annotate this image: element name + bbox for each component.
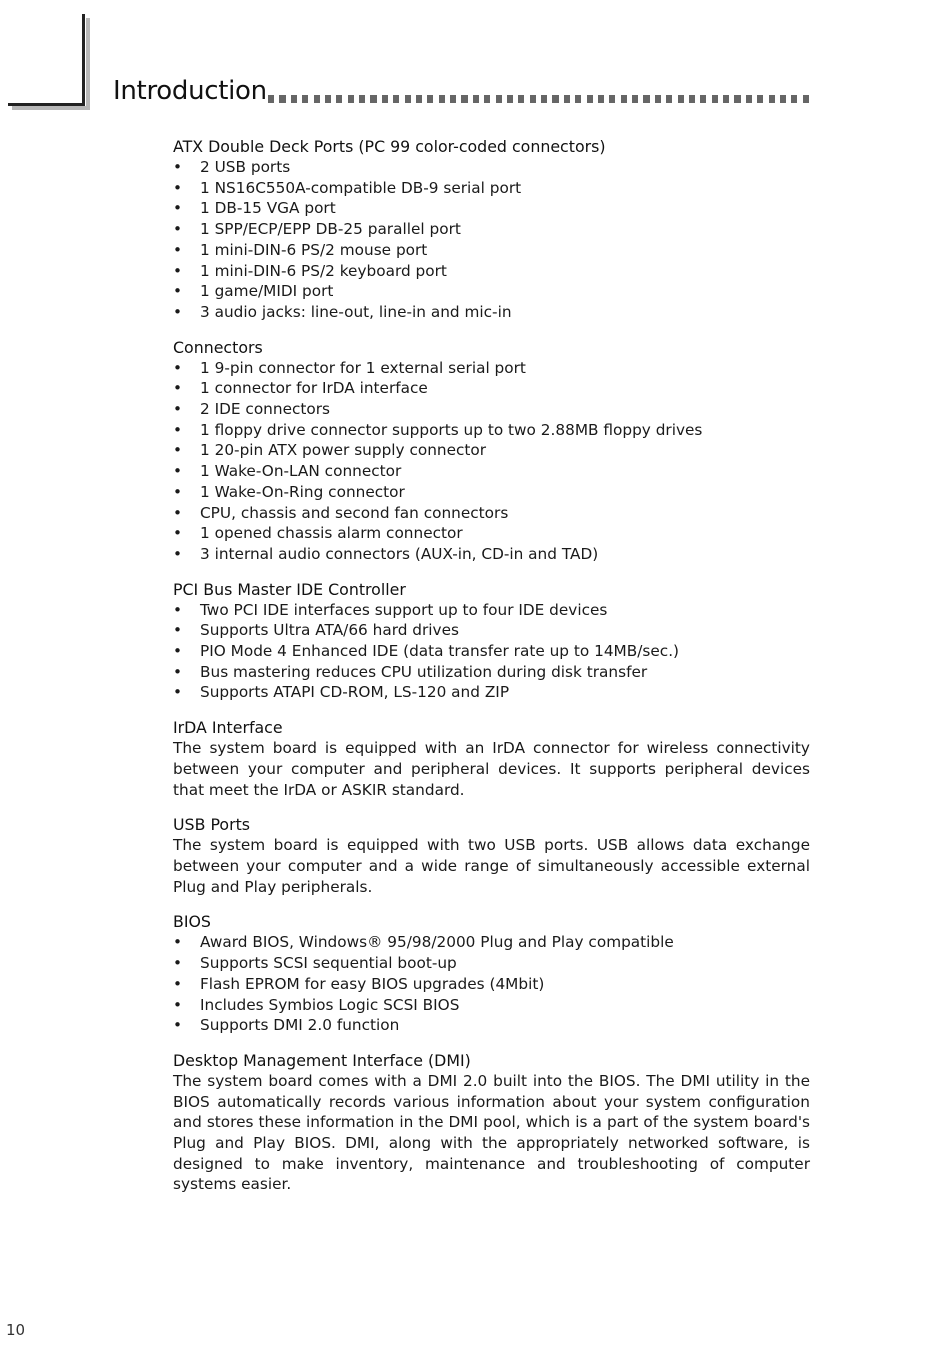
title-dot [325,95,331,103]
list-item: • 1 SPP/ECP/EPP DB-25 parallel port [173,219,810,240]
title-dot [621,95,627,103]
list-item: • Includes Symbios Logic SCSI BIOS [173,995,810,1016]
bullet-list [173,358,810,565]
page-content [173,136,810,1209]
list-item: • CPU, chassis and second fan connectors [173,503,810,524]
title-dot [507,95,513,103]
list-item: • 1 NS16C550A-compatible DB-9 serial port [173,178,810,199]
list-item: • 1 Wake-On-Ring connector [173,482,810,503]
section-pci-ide [173,579,810,704]
list-item: • Flash EPROM for easy BIOS upgrades (4Mbit) [173,974,810,995]
title-dot [393,95,399,103]
list-item: • Supports ATAPI CD-ROM, LS-120 and ZIP [173,682,810,703]
title-dot [552,95,558,103]
list-item: • 1 floppy drive connector supports up to two 2.88MB floppy drives [173,420,810,441]
title-dot [587,95,593,103]
title-dot [632,95,638,103]
title-dot [746,95,752,103]
title-dot [643,95,649,103]
section-title: PCI Bus Master IDE Controller [173,579,406,599]
list-item: • 1 mini-DIN-6 PS/2 mouse port [173,240,810,261]
section-dmi [173,1050,810,1195]
list-item: • 1 Wake-On-LAN connector [173,461,810,482]
corner-mark-vertical [82,14,85,106]
section-atx-ports [173,136,810,323]
list-item: • 1 9-pin connector for 1 external serial port [173,358,810,379]
bullet-list [173,932,810,1036]
title-dot [575,95,581,103]
title-dot [473,95,479,103]
title-dot [712,95,718,103]
title-dot [336,95,342,103]
section-title: BIOS [173,912,211,932]
section-title: Desktop Management Interface (DMI) [173,1050,471,1070]
title-dot [541,95,547,103]
title-dot [416,95,422,103]
list-item: • 3 audio jacks: line-out, line-in and mic-in [173,302,810,323]
section-irda [173,717,810,800]
list-item: • Award BIOS, Windows® 95/98/2000 Plug and Play compatible [173,932,810,953]
title-dot [803,95,809,103]
page-number: 10 [6,1321,26,1339]
title-dot [484,95,490,103]
title-dot [450,95,456,103]
title-dot [689,95,695,103]
section-title: Connectors [173,337,263,357]
list-item: • 3 internal audio connectors (AUX-in, CD-in and TAD) [173,544,810,565]
list-item: • Two PCI IDE interfaces support up to four IDE devices [173,600,810,621]
list-item: • 1 mini-DIN-6 PS/2 keyboard port [173,261,810,282]
title-dot [359,95,365,103]
title-dot [518,95,524,103]
list-item: • Supports DMI 2.0 function [173,1015,810,1036]
title-dot [405,95,411,103]
title-dot [348,95,354,103]
list-item: • 2 IDE connectors [173,399,810,420]
corner-mark-shadow [86,18,90,110]
list-item: • Supports SCSI sequential boot-up [173,953,810,974]
page-title: Introduction [113,76,267,106]
bullet-list [173,157,810,323]
title-dot [723,95,729,103]
title-dot [439,95,445,103]
title-dot [302,95,308,103]
title-dot [780,95,786,103]
title-dot [370,95,376,103]
title-dot [461,95,467,103]
title-dot [609,95,615,103]
corner-mark-horizontal [8,103,85,106]
title-dotted-rule [268,95,813,104]
section-title: ATX Double Deck Ports (PC 99 color-coded connectors) [173,137,606,156]
title-dot [530,95,536,103]
list-item: • 1 game/MIDI port [173,281,810,302]
list-item: • 1 20-pin ATX power supply connector [173,440,810,461]
list-item: • Bus mastering reduces CPU utilization during disk transfer [173,662,810,683]
title-dot [769,95,775,103]
title-dot [496,95,502,103]
title-dot [757,95,763,103]
list-item: • 2 USB ports [173,157,810,178]
section-connectors [173,337,810,565]
title-dot [700,95,706,103]
title-dot [291,95,297,103]
section-bios [173,911,810,1036]
list-item: • 1 connector for IrDA interface [173,378,810,399]
title-dot [734,95,740,103]
title-dot [427,95,433,103]
title-dot [655,95,661,103]
title-dot [314,95,320,103]
list-item: • PIO Mode 4 Enhanced IDE (data transfer rate up to 14MB/sec.) [173,641,810,662]
section-usb [173,814,810,897]
title-dot [268,95,274,103]
section-title: IrDA Interface [173,718,283,738]
section-title: USB Ports [173,815,250,835]
list-item: • Supports Ultra ATA/66 hard drives [173,620,810,641]
title-dot [564,95,570,103]
title-dot [666,95,672,103]
title-dot [598,95,604,103]
corner-mark-shadow [12,106,90,110]
title-dot [382,95,388,103]
section-paragraph: The system board is equipped with two USB ports. USB allows data exchange between your computer and a wide range of simultaneously accessible external Plug and Play peripherals. [173,836,810,896]
title-dot [678,95,684,103]
title-dot [791,95,797,103]
bullet-list [173,600,810,704]
section-paragraph: The system board comes with a DMI 2.0 built into the BIOS. The DMI utility in the BIOS automatically records various information about your system configuration and stores these information in the DMI pool, which is a part of the system board's Plug and Play BIOS. DMI, along with the appropriately networked software, is designed to make inventory, maintenance and troubleshooting of computer systems easier. [173,1071,810,1194]
list-item: • 1 opened chassis alarm connector [173,523,810,544]
title-dot [279,95,285,103]
section-paragraph: The system board is equipped with an IrDA connector for wireless connectivity between your computer and peripheral devices. It supports peripheral devices that meet the IrDA or ASKIR standard. [173,739,810,799]
list-item: • 1 DB-15 VGA port [173,198,810,219]
